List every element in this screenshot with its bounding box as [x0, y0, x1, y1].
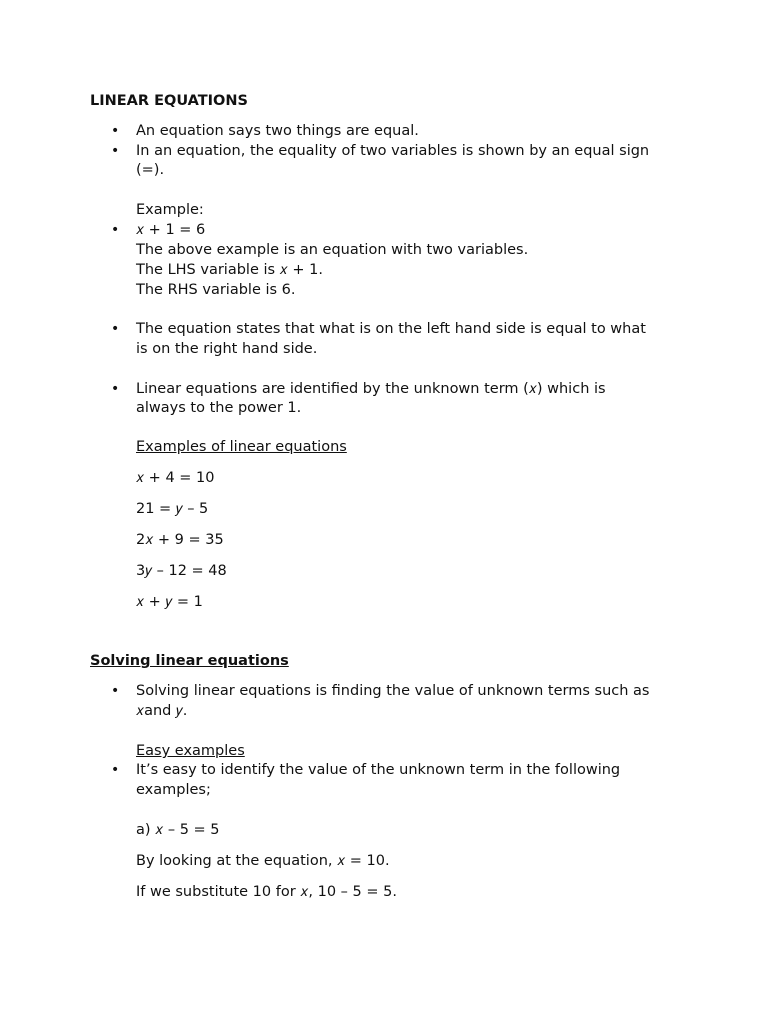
intro-bullet-4-line1: The equation states that what is on the left hand side is equal to what — [136, 321, 646, 337]
example-item: 3𝑦 – 12 = 48 — [136, 563, 227, 579]
solving-heading: Solving linear equations — [90, 653, 289, 669]
easy-examples-heading: Easy examples — [136, 743, 245, 759]
intro-bullet-4-line2: is on the right hand side. — [136, 341, 318, 357]
explain-line-2: The LHS variable is 𝑥 + 1. — [136, 262, 323, 278]
bullet-icon: • — [111, 683, 120, 699]
look-statement: By looking at the equation, 𝑥 = 10. — [136, 853, 390, 869]
example-label: Example: — [136, 202, 204, 218]
solving-bullet-1-line2: 𝑥and 𝑦. — [136, 703, 188, 719]
example-item: 2𝑥 + 9 = 35 — [136, 532, 224, 548]
bullet-icon: • — [111, 143, 120, 159]
example-equation: 𝑥 + 1 = 6 — [136, 222, 206, 238]
intro-bullet-1: An equation says two things are equal. — [136, 123, 419, 139]
easy-example-a: a) 𝑥 – 5 = 5 — [136, 822, 220, 838]
bullet-icon: • — [111, 381, 120, 397]
solving-bullet-1-line1: Solving linear equations is finding the value of unknown terms such as — [136, 683, 650, 699]
intro-bullet-2-line2: (=). — [136, 162, 165, 178]
intro-bullet-2-line1: In an equation, the equality of two variables is shown by an equal sign — [136, 143, 650, 159]
example-item: 𝑥 + 4 = 10 — [136, 470, 215, 486]
solving-bullet-2-line2: examples; — [136, 782, 211, 798]
intro-bullet-5-line1: Linear equations are identified by the unknown term (𝑥) which is — [136, 381, 606, 397]
bullet-icon: • — [111, 321, 120, 337]
examples-heading: Examples of linear equations — [136, 439, 347, 455]
explain-line-1: The above example is an equation with two variables. — [136, 242, 529, 258]
example-item: 𝑥 + 𝑦 = 1 — [136, 594, 203, 610]
explain-line-3: The RHS variable is 6. — [136, 282, 296, 298]
solving-bullet-2-line1: It’s easy to identify the value of the unknown term in the following — [136, 762, 621, 778]
bullet-icon: • — [111, 123, 120, 139]
page-title: LINEAR EQUATIONS — [90, 93, 248, 109]
substitute-statement: If we substitute 10 for 𝑥, 10 – 5 = 5. — [136, 884, 397, 900]
example-item: 21 = 𝑦 – 5 — [136, 501, 209, 517]
bullet-icon: • — [111, 222, 120, 238]
intro-bullet-5-line2: always to the power 1. — [136, 400, 302, 416]
bullet-icon: • — [111, 762, 120, 778]
